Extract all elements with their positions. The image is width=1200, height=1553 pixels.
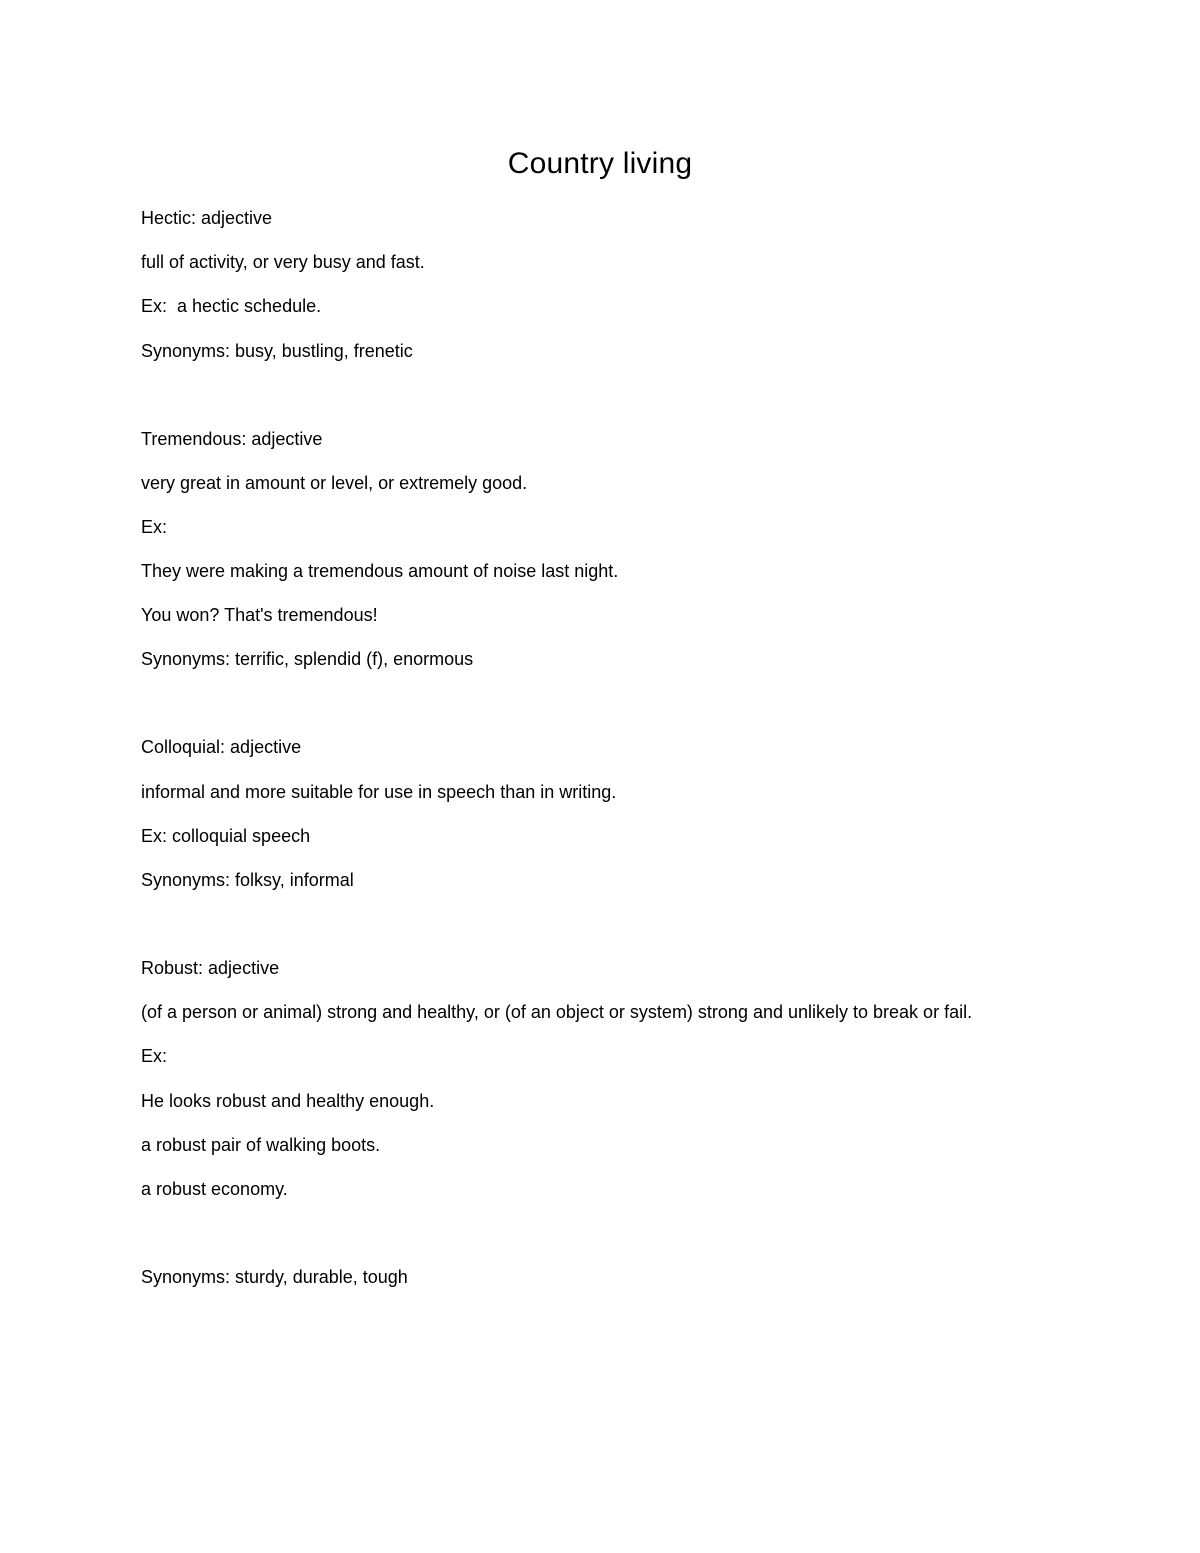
- page-title: Country living: [507, 147, 693, 180]
- definition: very great in amount or level, or extremely good.: [141, 472, 528, 493]
- example-line: Ex: a hectic schedule.: [141, 296, 322, 317]
- example-line: Ex:: [141, 1046, 168, 1067]
- definition: informal and more suitable for use in speech than in writing.: [141, 781, 617, 802]
- example-line: You won? That's tremendous!: [141, 605, 378, 626]
- spacer: [141, 690, 1141, 734]
- example-line: Ex:: [141, 516, 168, 537]
- example-line: a robust pair of walking boots.: [141, 1134, 381, 1155]
- synonyms: Synonyms: busy, bustling, frenetic: [141, 340, 413, 361]
- headword: Tremendous: adjective: [141, 428, 323, 449]
- example-line: a robust economy.: [141, 1178, 288, 1199]
- headword: Hectic: adjective: [141, 208, 273, 228]
- entry-robust: [141, 954, 1141, 1291]
- definition: (of a person or animal) strong and healthy, or (of an object or system) strong and unlikely to break or fail.: [141, 1002, 973, 1023]
- synonyms: Synonyms: sturdy, durable, tough: [141, 1267, 408, 1288]
- spacer: [141, 910, 1141, 954]
- synonyms: Synonyms: folksy, informal: [141, 870, 354, 891]
- example-line: He looks robust and healthy enough.: [141, 1090, 435, 1111]
- entry-colloquial: [141, 733, 1141, 894]
- entry-tremendous: [141, 425, 1141, 674]
- blank-line: [141, 1219, 1141, 1247]
- example-line: Ex: colloquial speech: [141, 825, 311, 846]
- synonyms: Synonyms: terrific, splendid (f), enormous: [141, 649, 474, 670]
- headword: Colloquial: adjective: [141, 737, 302, 758]
- spacer: [141, 381, 1141, 425]
- entry-hectic: [141, 204, 1141, 365]
- definition: full of activity, or very busy and fast.: [141, 252, 425, 273]
- headword: Robust: adjective: [141, 958, 280, 979]
- example-line: They were making a tremendous amount of noise last night.: [141, 561, 619, 582]
- document-body: [141, 204, 1141, 1308]
